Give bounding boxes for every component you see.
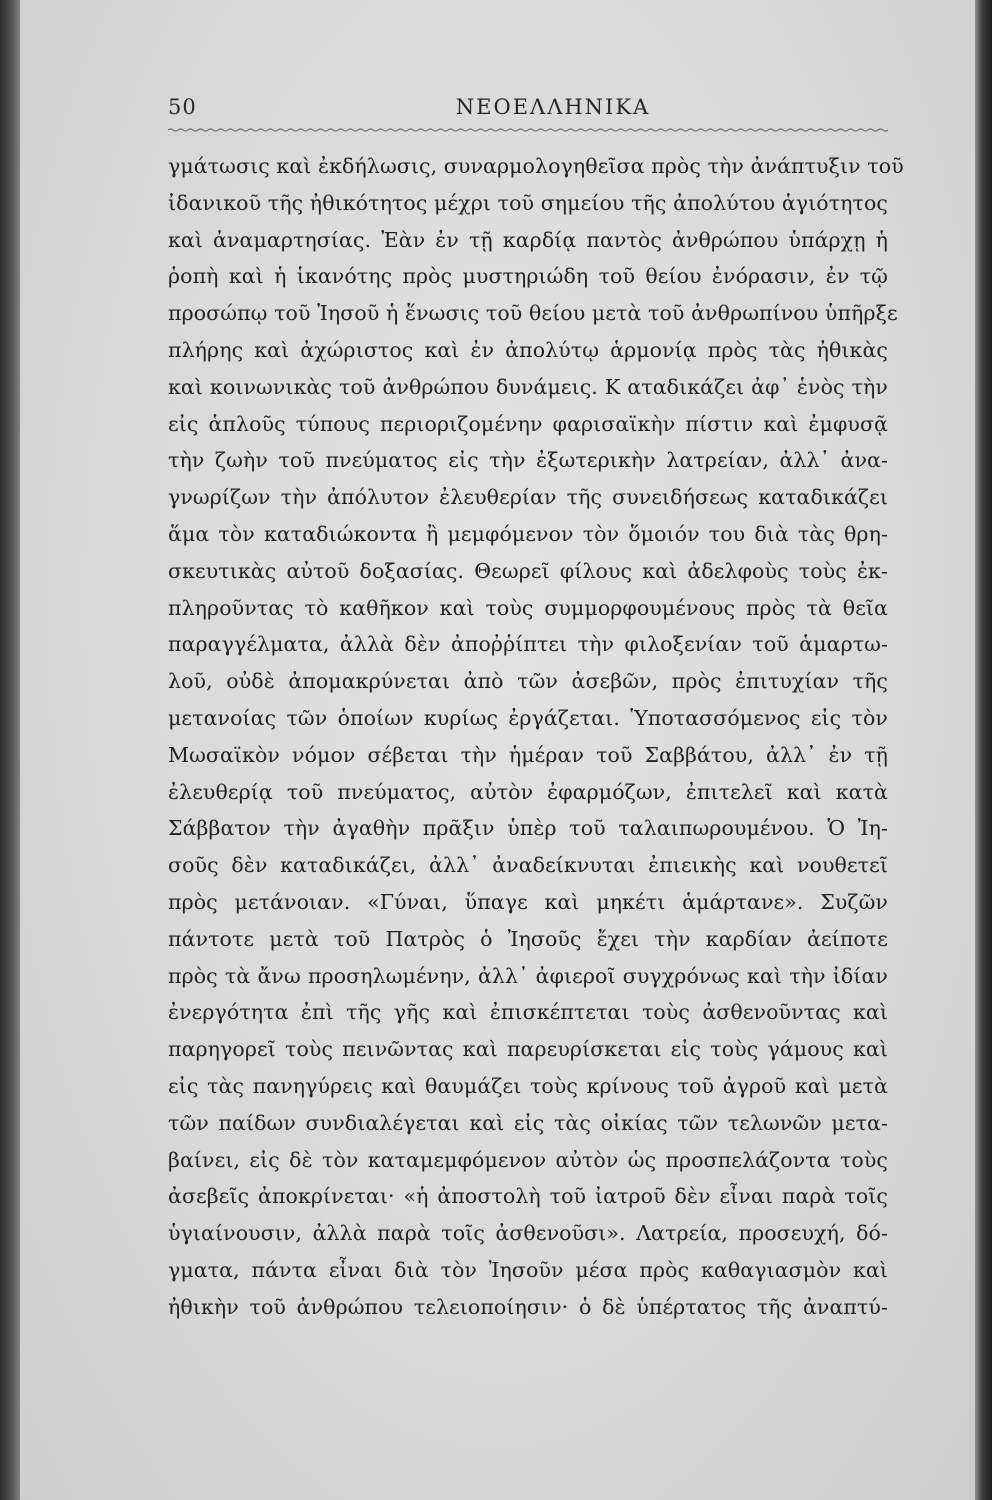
text-line: παρηγορεῖ τοὺς πεινῶντας καὶ παρευρίσκεται εἰς τοὺς γάμους καὶ — [168, 1037, 888, 1062]
scan-edge-right — [974, 0, 992, 1500]
text-line: πρὸς τὰ ἄνω προσηλωμένην, ἀλλ᾽ ἀφιεροῖ συγχρόνως καὶ τὴν ἰδίαν — [168, 963, 888, 988]
text-line: τῶν παίδων συνδιαλέγεται καὶ εἰς τὰς οἰκίας τῶν τελωνῶν μετα- — [168, 1110, 888, 1135]
text-line: Σάββατον τὴν ἀγαθὴν πρᾶξιν ὑπὲρ τοῦ ταλαιπωρουμένου. Ὁ Ἰη- — [168, 816, 888, 841]
page-number: 50 — [168, 95, 197, 119]
text-line: ἐνεργότητα ἐπὶ τῆς γῆς καὶ ἐπισκέπτεται τοὺς ἀσθενοῦντας καὶ — [168, 1000, 888, 1025]
text-line: μετανοίας τῶν ὁποίων κυρίως ἐργάζεται. Ὑποτασσόμενος εἰς τὸν — [168, 705, 888, 730]
text-line: ῥοπὴ καὶ ἡ ἱκανότης πρὸς μυστηριώδη τοῦ θείου ἐνόρασιν, ἐν τῷ — [168, 264, 888, 289]
text-line: καὶ κοινωνικὰς τοῦ ἀνθρώπου δυνάμεις. Κ αταδικάζει ἀφ᾽ ἑνὸς τὴν — [168, 374, 888, 399]
text-line: γμάτωσις καὶ ἐκδήλωσις, συναρμολογηθεῖσα πρὸς τὴν ἀνάπτυξιν τοῦ — [168, 154, 904, 178]
text-line: ἠθικὴν τοῦ ἀνθρώπου τελειοποίησιν· ὁ δὲ ὑπέρτατος τῆς ἀναπτύ- — [168, 1294, 888, 1319]
text-line: τὴν ζωὴν τοῦ πνεύματος εἰς τὴν ἐξωτερικὴν λατρείαν, ἀλλ᾽ ἀνα- — [168, 448, 888, 473]
text-line: εἰς ἁπλοῦς τύπους περιοριζομένην φαρισαϊκὴν πίστιν καὶ ἐμφυσᾷ — [168, 411, 888, 436]
text-line: ἅμα τὸν καταδιώκοντα ἢ μεμφόμενον τὸν ὅμοιόν του διὰ τὰς θρη- — [168, 521, 888, 546]
text-line: γνωρίζων τὴν ἀπόλυτον ἐλευθερίαν τῆς συνειδήσεως καταδικάζει — [168, 485, 888, 510]
text-line: βαίνει, εἰς δὲ τὸν καταμεμφόμενον αὐτὸν ὡς προσπελάζοντα τοὺς — [168, 1147, 888, 1172]
text-line: καὶ ἀναμαρτησίας. Ἐὰν ἐν τῇ καρδίᾳ παντὸς ἀνθρώπου ὑπάρχῃ ἡ — [168, 227, 888, 252]
text-line: ἰδανικοῦ τῆς ἠθικότητος μέχρι τοῦ σημείου τῆς ἀπολύτου ἁγιότητος — [168, 190, 888, 215]
text-line: ἐλευθερίᾳ τοῦ πνεύματος, αὐτὸν ἐφαρμόζων, ἐπιτελεῖ καὶ κατὰ — [168, 779, 888, 804]
page-header — [168, 95, 888, 125]
text-line: Μωσαϊκὸν νόμον σέβεται τὴν ἡμέραν τοῦ Σαββάτου, ἀλλ᾽ ἐν τῇ — [168, 742, 888, 767]
running-title: ΝΕΟΕΛΛΗΝΙΚΑ — [455, 95, 651, 119]
body-text — [168, 148, 904, 1326]
header-wavy-rule — [168, 127, 888, 133]
text-line: λοῦ, οὐδὲ ἀπομακρύνεται ἀπὸ τῶν ἀσεβῶν, πρὸς ἐπιτυχίαν τῆς — [168, 669, 888, 694]
text-line: εἰς τὰς πανηγύρεις καὶ θαυμάζει τοὺς κρίνους τοῦ ἀγροῦ καὶ μετὰ — [168, 1073, 888, 1098]
text-line: παραγγέλματα, ἀλλὰ δὲν ἀποῤῥίπτει τὴν φιλοξενίαν τοῦ ἁμαρτω- — [168, 632, 888, 657]
text-line: σκευτικὰς αὐτοῦ δοξασίας. Θεωρεῖ φίλους καὶ ἀδελφοὺς τοὺς ἐκ- — [168, 558, 888, 583]
text-line: πληροῦντας τὸ καθῆκον καὶ τοὺς συμμορφουμένους πρὸς τὰ θεῖα — [168, 595, 888, 620]
text-line: σοῦς δὲν καταδικάζει, ἀλλ᾽ ἀναδείκνυται ἐπιεικὴς καὶ νουθετεῖ — [168, 853, 888, 878]
text-line: ὑγιαίνουσιν, ἀλλὰ παρὰ τοῖς ἀσθενοῦσι». Λατρεία, προσευχή, δό- — [168, 1221, 888, 1246]
book-page — [20, 0, 975, 1500]
text-line: πρὸς μετάνοιαν. «Γύναι, ὕπαγε καὶ μηκέτι ἁμάρτανε». Συζῶν — [168, 889, 888, 914]
text-line: πλήρης καὶ ἀχώριστος καὶ ἐν ἀπολύτῳ ἁρμονίᾳ πρὸς τὰς ἠθικὰς — [168, 337, 888, 362]
text-line: προσώπῳ τοῦ Ἰησοῦ ἡ ἕνωσις τοῦ θείου μετὰ τοῦ ἀνθρωπίνου ὑπῆρξε — [168, 301, 898, 326]
text-line: γματα, πάντα εἶναι διὰ τὸν Ἰησοῦν μέσα πρὸς καθαγιασμὸν καὶ — [168, 1257, 888, 1282]
text-line: ἀσεβεῖς ἀποκρίνεται· «ἡ ἀποστολὴ τοῦ ἰατροῦ δὲν εἶναι παρὰ τοῖς — [168, 1184, 888, 1209]
scan-edge-left — [0, 0, 22, 1500]
text-line: πάντοτε μετὰ τοῦ Πατρὸς ὁ Ἰησοῦς ἔχει τὴν καρδίαν ἀείποτε — [168, 926, 888, 951]
